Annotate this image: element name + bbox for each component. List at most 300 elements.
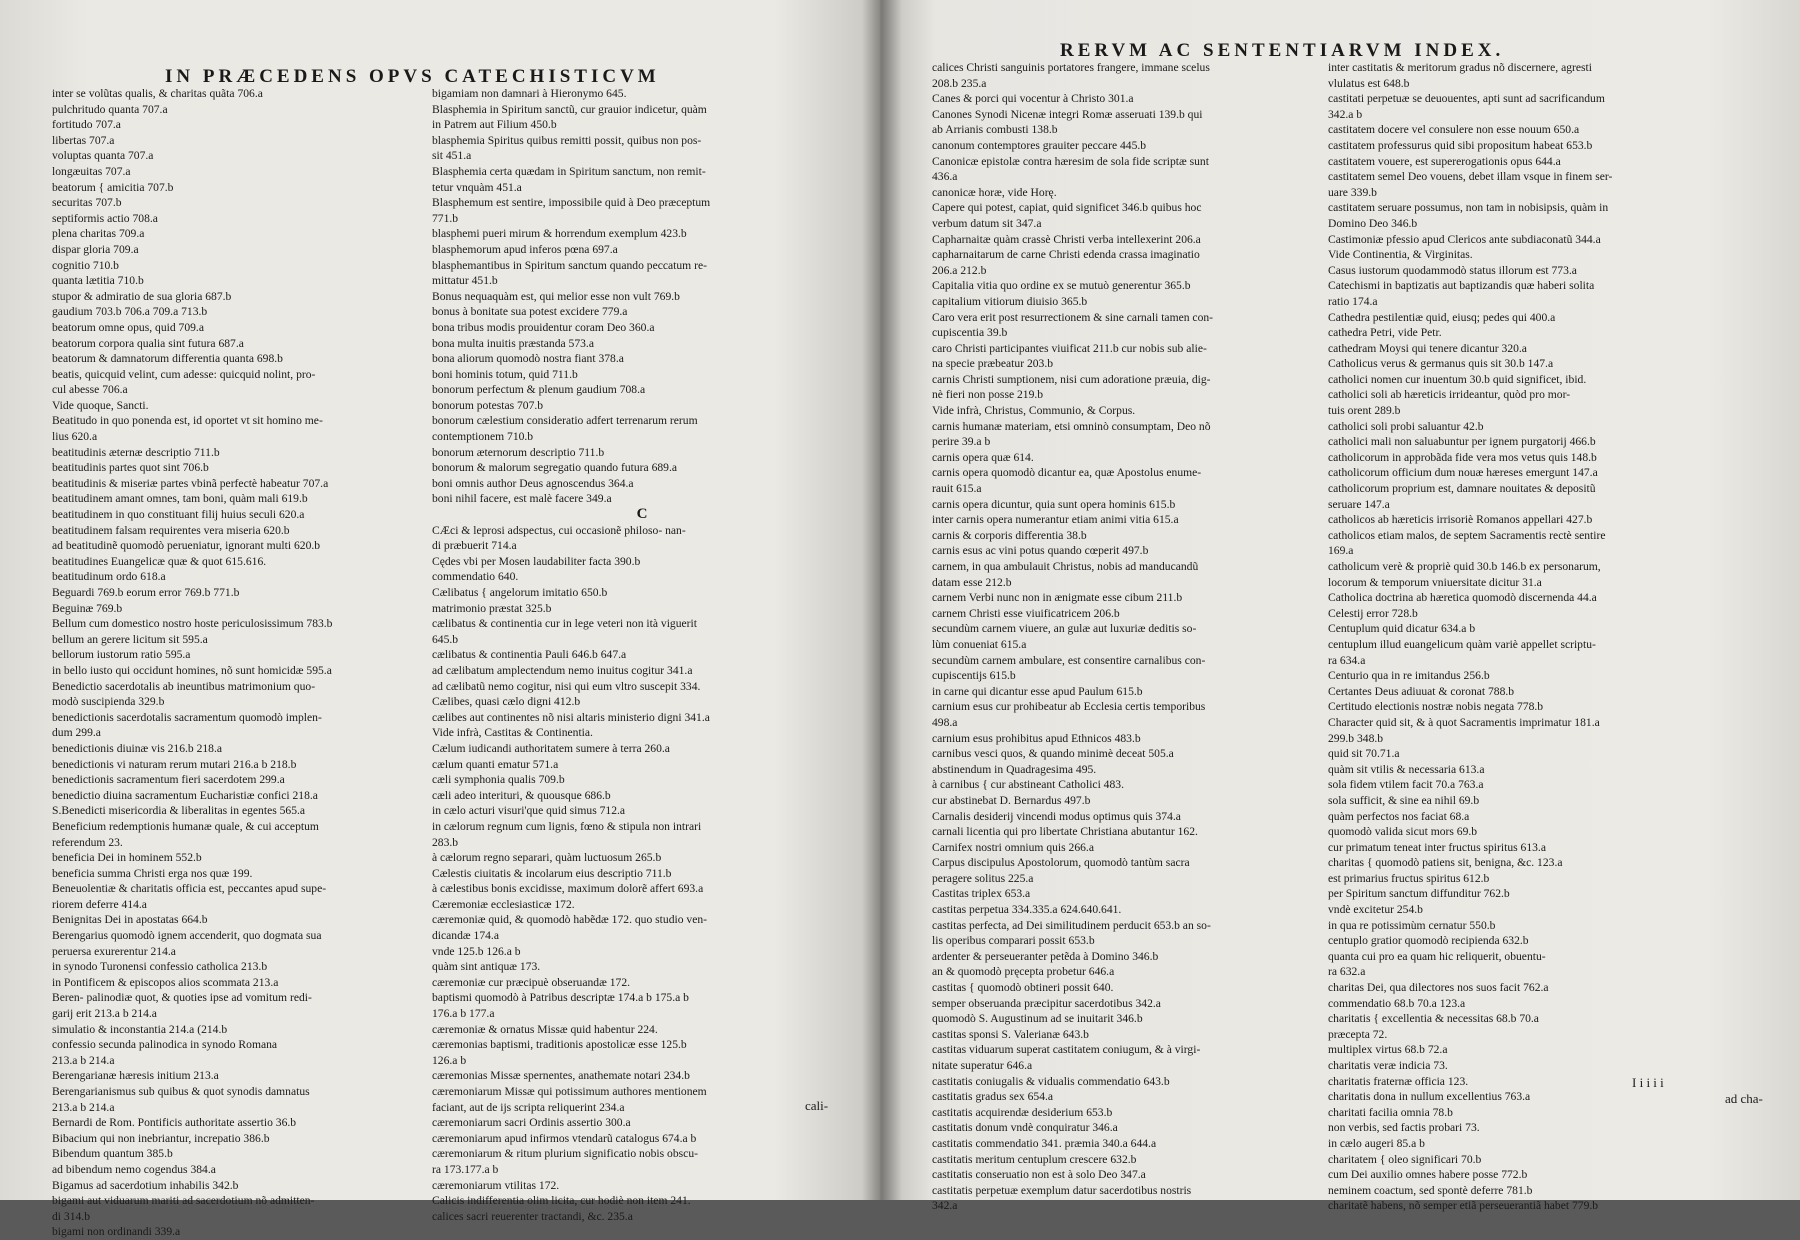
index-entry: ra 634.a [1328,653,1366,667]
index-entry: boni omnis author Deus agnoscendus 364.a [432,476,634,490]
index-entry: bonus à bonitate sua potest excidere 779.a [432,305,628,319]
index-entry: bellorum iustorum ratio 595.a [52,648,191,662]
index-entry: charitatis fraternæ officia 123. [1328,1074,1469,1088]
index-entry: Beguinæ 769.b [52,601,123,615]
index-entry: vndè excitetur 254.b [1328,903,1423,917]
index-entry: Bibacium qui non inebriantur, increpatio 386.b [52,1131,270,1145]
index-entry: à cælorum regno separari, quàm luctuosum 265.b [432,851,662,865]
index-entry: Blasphemia in Spiritum sanctũ, cur grauior indicetur, quàm [432,102,707,116]
index-entry: sola sufficit, & sine ea nihil 69.b [1328,793,1480,807]
index-entry: catholicorum officium dum nouæ hæreses emergunt 147.a [1328,466,1598,480]
index-entry: referendum 23. [52,835,123,849]
index-entry: bona multa inuitis præstanda 573.a [432,336,594,350]
index-entry: bonorum & malorum segregatio quando futura 689.a [432,461,678,475]
index-entry: castitas { quomodò obtineri possit 640. [932,981,1114,995]
index-entry: castitatem seruare possumus, non tam in nobisipsis, quàm in [1328,201,1609,215]
index-entry: an & quomodò pręcepta probetur 646.a [932,965,1115,979]
index-entry: mittatur 451.b [432,274,498,288]
index-entry: lis operibus comparari possit 653.b [932,934,1095,948]
index-entry: ad cælibatũ nemo cogitur, nisi qui eum vltro suscepit 334. [432,679,701,693]
index-entry: carnis esus ac vini potus quando cœperit 497.b [932,544,1149,558]
index-entry: plena charitas 709.a [52,227,145,241]
index-entry: Character quid sit, & à quot Sacramentis imprimatur 181.a [1328,715,1600,729]
index-entry: cæremoniarum & ritum plurium significatio nobis obscu- [432,1147,698,1161]
index-entry: per Spiritum sanctum diffunditur 762.b [1328,887,1510,901]
index-entry: Cælibes, quasi cælo digni 412.b [432,695,581,709]
index-entry: quàm sint antiquæ 173. [432,960,541,974]
index-entry: bona aliorum quomodò nostra fiant 378.a [432,352,624,366]
index-entry: inter castitatis & meritorum gradus nõ discernere, agresti [1328,61,1592,74]
index-entry: 299.b 348.b [1328,731,1384,745]
index-entry: dispar gloria 709.a [52,242,139,256]
index-entry: castitas perfecta, ad Dei similitudinem perducit 653.b an so- [932,918,1211,932]
index-entry: bonorum potestas 707.b [432,398,544,412]
index-entry: carnem Christi esse viuificatricem 206.b [932,606,1120,620]
index-entry: blasphemia Spiritus quibus remitti possit, quibus non pos- [432,133,702,147]
index-entry: quàm sit vtilis & necessaria 613.a [1328,762,1485,776]
index-entry: cæremoniarum vtilitas 172. [432,1178,560,1192]
index-entry: Casus iustorum quodammodò status illorum est 773.a [1328,263,1577,277]
index-entry: non verbis, sed factis probari 73. [1328,1121,1480,1135]
index-entry: 169.a [1328,544,1354,558]
index-entry: cæremonias baptismi, traditionis apostolicæ esse 125.b [432,1038,687,1052]
index-entry: cælibatus & continentia Pauli 646.b 647.a [432,648,627,662]
index-entry: capharnaitarum de carne Christi edenda crassa imaginatio [932,248,1200,262]
index-entry: charitatis veræ indicia 73. [1328,1059,1448,1072]
index-entry: Beguardi 769.b eorum error 769.b 771.b [52,586,240,599]
index-entry: di 314.b [52,1209,91,1223]
index-entry: carnali licentia qui pro libertate Christiana abutantur 162. [932,825,1198,839]
book-gutter [862,0,902,1200]
index-entry: datam esse 212.b [932,575,1012,589]
index-entry: 283.b [432,835,459,849]
index-entry: calices Christi sanguinis portatores frangere, immane scelus [932,61,1210,74]
index-entry: catholicos ab hæreticis irrisoriè Romanos appellari 427.b [1328,513,1593,527]
index-entry: blasphemorum apud inferos pœna 697.a [432,242,618,256]
index-entry: nitate superatur 646.a [932,1059,1033,1072]
index-entry: beatorum { amicitia 707.b [52,180,174,194]
index-entry: tuis orent 289.b [1328,404,1401,418]
index-entry: cæli adeo interituri, & quousque 686.b [432,788,611,802]
index-entry: capitalium vitiorum diuisio 365.b [932,294,1088,308]
index-entry: charitati facilia omnia 78.b [1328,1105,1453,1119]
index-entry: cælibes aut continentes nõ nisi altaris ministerio digni 341.a [432,710,710,724]
index-entry: Bonus nequaquàm est, qui melior esse non vult 769.b [432,289,680,303]
index-entry: cæremonias Missæ spernentes, anathemate notari 234.b [432,1069,690,1083]
index-entry: 206.a 212.b [932,263,987,277]
index-entry: Certitudo electionis nostræ nobis negata 778.b [1328,700,1544,714]
index-entry: Vide Continentia, & Virginitas. [1328,248,1473,262]
index-entry: à carnibus { cur abstineant Catholici 483. [932,778,1124,792]
index-entry: tetur vnquàm 451.a [432,180,522,194]
index-entry: castitatem professurus quid sibi propositum habeat 653.b [1328,138,1593,152]
index-entry: beatorum & damnatorum differentia quanta 698.b [52,352,283,366]
index-entry: in bello iusto qui occidunt homines, nõ sunt homicidæ 595.a [52,663,332,677]
index-entry: caro Christi participantes viuificat 211.b cur nobis sub alie- [932,341,1207,355]
index-entry: Beneuolentiæ & charitatis officia est, peccantes apud supe- [52,882,327,896]
index-entry: Capitalia vitia quo ordine ex se mutuò generentur 365.b [932,279,1191,293]
index-entry: ratio 174.a [1328,294,1378,308]
index-entry: Cæremoniæ ecclesiasticæ 172. [432,897,575,911]
index-entry: catholici mali non saluabuntur per ignem purgatorij 466.b [1328,435,1596,449]
index-entry: 213.a b 214.a [52,1053,115,1067]
index-entry: in cælo acturi visuri'que quid simus 712.a [432,804,626,818]
index-entry: Domino Deo 346.b [1328,216,1418,230]
index-entry: Catholicus verus & germanus quis sit 30.b 147.a [1328,357,1554,371]
index-entry: in synodo Turonensi confessio catholica 213.b [52,960,268,974]
index-entry: Cælum iudicandi authoritatem sumere à terra 260.a [432,741,670,755]
index-entry: cur abstinebat D. Bernardus 497.b [932,793,1091,807]
index-entry: confessio secunda palinodica in synodo Romana [52,1038,278,1052]
index-entry: beatitudinis partes quot sint 706.b [52,461,209,475]
index-entry: semper obseruanda præcipitur sacerdotibus 342.a [932,996,1161,1010]
left-page [0,0,880,1239]
index-entry: inter se volũtas qualis, & charitas quãta 706.a [52,87,263,100]
index-entry: Cælestis ciuitatis & incolarum eius descriptio 711.b [432,866,672,880]
index-entry: canonicæ horæ, vide Horę. [932,185,1057,199]
index-entry: securitas 707.b [52,196,122,210]
index-entry: benedictionis diuinæ vis 216.b 218.a [52,741,223,755]
index-entry: Bigamus ad sacerdotium inhabilis 342.b [52,1178,239,1192]
index-entry: secundùm carnem viuere, an gulæ aut luxuriæ deditis so- [932,622,1197,636]
index-entry: Catechismi in baptizatis aut baptizandis quæ haberi solita [1328,279,1595,293]
index-entry: bellum an gerere licitum sit 595.a [52,632,208,646]
index-entry: canonum contemptores grauiter peccare 445.b [932,138,1147,152]
index-entry: quanta cui pro ea quam hic reliquerit, obuentu- [1328,949,1546,963]
index-entry: neminem coactum, sed spontè deferre 781.b [1328,1183,1533,1197]
index-entry: Benedictio sacerdotalis ab ineuntibus matrimonium quo- [52,679,316,693]
index-entry: quomodò valida sicut mors 69.b [1328,825,1478,839]
index-entry: ad bibendum nemo cogendus 384.a [52,1162,216,1176]
index-entry: beatitudines Euangelicæ quæ & quot 615.616. [52,554,267,568]
index-entry: castitatem semel Deo vouens, debet illam vsque in finem ser- [1328,170,1613,184]
index-entry: Canes & porci qui vocentur à Christo 301.a [932,92,1134,106]
index-entry: lùm conueniat 615.a [932,637,1027,651]
index-entry: Vide infrà, Castitas & Continentia. [432,726,593,740]
left-column-2 [432,86,852,1224]
left-column-1 [52,86,437,1240]
index-entry: beatis, quicquid velint, cum adesse: quicquid nolint, pro- [52,367,316,381]
index-entry: in Patrem aut Filium 450.b [432,118,557,132]
index-entry: 176.a b 177.a [432,1007,495,1021]
index-entry: beneficia Dei in hominem 552.b [52,851,202,865]
index-entry: castitatis acquirendæ desiderium 653.b [932,1105,1113,1119]
index-entry: Beatitudo in quo ponenda est, id oportet vt sit homino me- [52,414,323,428]
index-entry: in qua re potissimùm cernatur 550.b [1328,918,1496,932]
index-entry: cæremoniæ cur præcipuè obseruandæ 172. [432,975,631,989]
index-entry: Benignitas Dei in apostatas 664.b [52,913,208,927]
index-entry: charitatis dona in nullum excellentius 763.a [1328,1090,1531,1104]
index-entry: rauit 615.a [932,482,982,496]
right-catchword: ad cha- [1725,1091,1763,1106]
index-entry: cognitio 710.b [52,258,119,272]
index-entry: seruare 147.a [1328,497,1390,511]
index-entry: carnis Christi sumptionem, nisi cum adoratione præuia, dig- [932,372,1211,386]
index-entry: nè fieri non posse 219.b [932,388,1044,402]
index-entry: Capere qui potest, capiat, quid significet 346.b quibus hoc [932,201,1202,215]
index-entry: calices sacri reuerenter tractandi, &c. 235.a [432,1209,633,1223]
index-entry: catholicum verè & propriè quid 30.b 146.b ex personarum, [1328,560,1601,573]
right-running-head: RERVM AC SENTENTIARVM INDEX. [1060,40,1505,61]
index-entry: cathedra Petri, vide Petr. [1328,326,1442,340]
index-entry: gaudium 703.b 706.a 709.a 713.b [52,305,208,319]
index-entry: in carne qui dicantur esse apud Paulum 615.b [932,684,1143,698]
index-entry: quàm perfectos nos faciat 68.a [1328,809,1470,823]
index-entry: S.Benedicti misericordia & liberalitas in egentes 565.a [52,804,306,818]
index-entry: 436.a [932,170,958,184]
index-entry: Bellum cum domestico nostro hoste periculosissimum 783.b [52,617,333,631]
index-entry: Vide quoque, Sancti. [52,398,149,412]
index-entry: beatitudinum ordo 618.a [52,570,166,584]
index-entry: carnium esus prohibitus apud Ethnicos 483.b [932,731,1141,745]
index-entry: cæremoniarum Missæ qui potissimum authores mentionem [432,1085,707,1098]
index-entry: beatitudinis æternæ descriptio 711.b [52,445,220,459]
index-entry: 126.a b [432,1053,467,1067]
index-entry: carnis opera quæ 614. [932,450,1034,464]
left-catchword: cali- [805,1098,829,1113]
index-entry: CÆci & leprosi adspectus, cui occasionẽ philoso- nan- [432,523,686,537]
index-entry: catholici soli probi saluantur 42.b [1328,419,1484,433]
index-entry: à cælestibus bonis excidisse, maximum dolorẽ affert 693.a [432,882,704,896]
index-entry: castitatis donum vndè conquiratur 346.a [932,1121,1118,1135]
index-entry: locorum & temporum vniuersitate dicitur 31.a [1328,575,1542,589]
index-entry: riorem deferre 414.a [52,897,147,911]
index-entry: carnibus vesci quos, & quando minimè deceat 505.a [932,747,1174,761]
index-entry: castitatis gradus sex 654.a [932,1090,1054,1104]
index-entry: cælibatus & continentia cur in lege veteri non ità viguerit [432,617,697,631]
index-entry: septiformis actio 708.a [52,211,158,225]
index-entry: ra 173.177.a b [432,1162,499,1176]
index-entry: carnem, in qua ambulauit Christus, nobis ad manducandũ [932,560,1199,573]
index-entry: faciant, aut de ijs scripta reliquerint 234.a [432,1100,625,1114]
index-entry: carnis opera dicuntur, quia sunt opera hominis 615.b [932,497,1176,511]
index-entry: carnem Verbi nunc non in ænigmate esse cibum 211.b [932,591,1183,605]
index-entry: Carpus discipulus Apostolorum, quomodò tantùm sacra [932,856,1190,870]
index-entry: in cælo augeri 85.a b [1328,1136,1425,1150]
index-entry: quanta lætitia 710.b [52,274,144,288]
index-entry: Vide infrà, Christus, Communio, & Corpus. [932,404,1136,418]
index-entry: beatitudinem in quo constituant filij huius seculi 620.a [52,508,305,522]
index-entry: sit 451.a [432,149,472,163]
index-entry: castitas sponsi S. Valerianæ 643.b [932,1027,1089,1041]
index-entry: cæremoniæ & ornatus Missæ quid habentur 224. [432,1022,658,1036]
index-entry: Bibendum quantum 385.b [52,1147,173,1161]
index-entry: Celestij error 728.b [1328,606,1418,620]
index-entry: Certantes Deus adiuuat & coronat 788.b [1328,684,1515,698]
index-entry: catholicos etiam malos, de septem Sacramentis rectè sentire [1328,528,1606,542]
index-entry: castitatem docere vel consulere non esse nouum 650.a [1328,123,1580,137]
index-entry: perire 39.a b [932,435,991,449]
index-entry: cæremoniarum sacri Ordinis assertio 300.a [432,1116,631,1130]
index-entry: quid sit 70.71.a [1328,747,1400,761]
index-entry: cæremoniarum apud infirmos vtendarũ catalogus 674.a b [432,1131,697,1145]
index-entry: benedictionis vi naturam rerum mutari 216.a b 218.b [52,757,297,771]
index-entry: boni nihil facere, est malè facere 349.a [432,492,612,506]
index-entry: na specie præbeatur 203.b [932,357,1054,371]
index-entry: centuplo gratior quomodò recipienda 632.b [1328,934,1529,948]
index-entry: Berengarius quomodò ignem accenderit, quo dogmata sua [52,929,322,943]
index-entry: lius 620.a [52,430,98,444]
index-entry: Beneficium redemptionis humanæ quale, & cui acceptum [52,819,319,833]
index-entry: in cælorum regnum cum lignis, fœno & stipula non intrari [432,819,702,833]
index-entry: ardenter & perseueranter petẽda à Domino 346.b [932,949,1159,963]
index-entry: 208.b 235.a [932,76,987,90]
index-entry: Calicis indifferentia olim licita, cur hodiè non item 241. [432,1194,691,1208]
index-entry: charitatem { oleo significari 70.b [1328,1152,1482,1166]
index-entry: beneficia summa Christi erga nos quæ 199. [52,866,253,880]
index-entry: sola fidem vtilem facit 70.a 763.a [1328,778,1484,792]
index-entry: bonorum perfectum & plenum gaudium 708.a [432,383,646,397]
index-entry: beatorum omne opus, quid 709.a [52,320,204,334]
index-entry: centuplum illud euangelicum quàm variè appellet scriptu- [1328,637,1596,651]
index-entry: carnis opera quomodò dicantur ea, quæ Apostolus enume- [932,466,1202,480]
index-entry: ad cælibatum amplectendum nemo inuitus cogitur 341.a [432,663,693,677]
index-entry: carnium esus cur prohibeatur ab Ecclesia certis temporibus [932,700,1206,714]
index-entry: boni hominis totum, quid 711.b [432,367,578,381]
index-entry: bonorum cælestium consideratio adfert terrenarum rerum [432,414,698,428]
index-entry: Cælibatus { angelorum imitatio 650.b [432,586,608,599]
index-entry: catholici nomen cur inuentum 30.b quid significet, ibid. [1328,372,1587,386]
index-entry: Canonicæ epistolæ contra hæresim de sola fide scriptæ sunt [932,154,1209,168]
right-column-2 [1328,60,1788,1214]
index-entry: cupiscentijs 615.b [932,669,1016,683]
index-entry: beatitudinis & miseriæ partes vbinã perfectè habeatur 707.a [52,476,329,490]
index-entry: Blasphemia certa quædam in Spiritum sanctum, non remit- [432,164,706,178]
index-entry: castitatis conseruatio non est à solo Deo 347.a [932,1168,1146,1182]
index-entry: 645.b [432,632,459,646]
index-entry: secundùm carnem ambulare, est consentire carnalibus con- [932,653,1206,667]
index-entry: castitas perpetua 334.335.a 624.640.641. [932,903,1122,917]
index-entry: charitatis { excellentia & necessitas 68.b 70.a [1328,1012,1539,1026]
index-entry: libertas 707.a [52,133,115,147]
index-entry: charitas { quomodò patiens sit, benigna, &c. 123.a [1328,856,1563,870]
index-entry: Castitas triplex 653.a [932,887,1031,901]
index-entry: 771.b [432,211,459,225]
index-entry: quomodò S. Augustinum ad se inuitarit 346.b [932,1012,1143,1026]
index-entry: stupor & admiratio de sua gloria 687.b [52,289,232,303]
index-entry: castitati perpetuæ se deuouentes, apti sunt ad sacrificandum [1328,92,1605,106]
index-entry: Berengarianæ hæresis initium 213.a [52,1069,219,1083]
index-entry: verbum datum sit 347.a [932,216,1042,230]
index-entry: Blasphemum est sentire, impossibile quid à Deo præceptum [432,196,711,210]
index-entry: charitas Dei, qua dilectores nos suos facit 762.a [1328,981,1549,995]
index-entry: castitas viduarum superat castitatem coniugum, & à virgi- [932,1043,1201,1057]
index-entry: Caro vera erit post resurrectionem & sine carnali tamen con- [932,310,1214,324]
index-entry: 498.a [932,715,958,729]
index-entry: pulchritudo quanta 707.a [52,102,168,116]
index-entry: voluptas quanta 707.a [52,149,154,163]
index-entry: commendatio 640. [432,570,519,584]
right-column-1 [932,60,1327,1214]
right-signature: I i i i i [1632,1075,1664,1090]
index-entry: benedictio diuina sacramentum Eucharistiæ confici 218.a [52,788,318,802]
index-entry: Beren- palinodiæ quot, & quoties ipse ad vomitum redi- [52,991,312,1005]
index-entry: garij erit 213.a b 214.a [52,1007,157,1021]
index-entry: di præbuerit 714.a [432,539,517,553]
index-entry: uare 339.b [1328,185,1377,199]
index-entry: cæli symphonia qualis 709.b [432,773,565,787]
index-entry: peragere solitus 225.a [932,871,1034,885]
index-entry: Centurio qua in re imitandus 256.b [1328,669,1490,683]
index-entry: bonorum æternorum descriptio 711.b [432,445,605,459]
index-entry: commendatio 68.b 70.a 123.a [1328,996,1466,1010]
index-entry: longæuitas 707.a [52,164,131,178]
index-entry: fortitudo 707.a [52,118,121,132]
index-entry: Castimoniæ pfessio apud Clericos ante subdiaconatũ 344.a [1328,232,1601,246]
index-entry: cælum quanti ematur 571.a [432,757,559,771]
index-entry: in Pontificem & episcopos alios scommata 213.a [52,975,279,989]
index-entry: Cathedra pestilentiæ quid, eiusq; pedes qui 400.a [1328,310,1556,324]
index-entry: carnis humanæ materiam, etsi omninò consumptam, Deo nõ [932,419,1211,433]
index-entry: castitatis meritum centuplum crescere 632.b [932,1152,1137,1166]
left-running-head: IN PRÆCEDENS OPVS CATECHISTICVM [165,66,660,87]
index-entry: 342.a b [1328,107,1363,121]
index-entry: cul abesse 706.a [52,383,128,397]
index-entry: cæremoniæ quid, & quomodò habẽdæ 172. quo studio ven- [432,913,708,927]
index-entry: ab Arrianis combusti 138.b [932,123,1058,137]
index-entry: cupiscentia 39.b [932,326,1008,340]
index-entry: est primarius fructus spiritus 612.b [1328,871,1490,885]
index-entry: beatorum corpora qualia sint futura 687.a [52,336,244,350]
index-entry: inter carnis opera numerantur etiam animi vitia 615.a [932,513,1179,527]
index-entry: Canones Synodi Nicenæ integri Romæ asseruati 139.b qui [932,107,1203,121]
index-entry: bigamiam non damnari à Hieronymo 645. [432,87,627,100]
index-entry: cathedram Moysi qui tenere dicantur 320.a [1328,341,1527,355]
index-entry: Carnifex nostri omnium quis 266.a [932,840,1094,854]
index-entry: modò suscipienda 329.b [52,695,165,709]
index-entry: beatitudinem falsam requirentes vera miseria 620.b [52,523,290,537]
index-entry: bona tribus modis prouidentur coram Deo 360.a [432,320,655,334]
index-entry: matrimonio præstat 325.b [432,601,552,615]
index-entry: præcepta 72. [1328,1027,1388,1041]
index-entry: castitatis coniugalis & vidualis commendatio 643.b [932,1074,1170,1088]
index-entry: Cędes vbi per Mosen laudabiliter facta 390.b [432,554,641,568]
index-entry: 342.a [932,1199,958,1213]
index-entry: benedictionis sacramentum fieri sacerdotem 299.a [52,773,285,787]
index-entry: Bernardi de Rom. Pontificis authoritate assertio 36.b [52,1116,297,1130]
index-entry: vnde 125.b 126.a b [432,944,521,958]
index-entry: beatitudinem amant omnes, tam boni, quàm mali 619.b [52,492,308,506]
index-entry: multiplex virtus 68.b 72.a [1328,1043,1448,1057]
index-entry: dicandæ 174.a [432,929,499,943]
index-entry: bigami aut viduarum mariti ad sacerdotium nõ admitten- [52,1194,315,1208]
index-entry: blasphemantibus in Spiritum sanctum quando peccatum re- [432,258,707,272]
index-entry: Carnalis desiderij vincendi modus optimus quis 374.a [932,809,1181,823]
index-entry: Capharnaitæ quàm crassè Christi verba intellexerint 206.a [932,232,1201,246]
index-entry: 213.a b 214.a [52,1100,115,1114]
index-entry: ra 632.a [1328,965,1366,979]
index-entry: dum 299.a [52,726,101,740]
index-entry: castitatem vouere, est supererogationis opus 644.a [1328,154,1561,168]
index-entry: blasphemi pueri mirum & horrendum exemplum 423.b [432,227,687,241]
index-entry: ad beatitudinẽ quomodò perueniatur, ignorant multi 620.b [52,539,321,553]
index-entry: contemptionem 710.b [432,430,534,444]
index-entry: Centuplum quid dicatur 634.a b [1328,622,1476,636]
index-entry: catholicorum proprium est, damnare nouitates & depositũ [1328,482,1596,496]
index-entry: catholici soli ab hæreticis irrideantur, quòd pro mor- [1328,388,1571,402]
right-page [880,0,1800,1213]
index-entry: Berengarianismus sub quibus & quot synodis damnatus [52,1085,310,1098]
index-entry: cum Dei auxilio omnes habere posse 772.b [1328,1168,1528,1182]
index-entry: Catholica doctrina ab hæretica quomodò discernenda 44.a [1328,591,1597,605]
index-entry: castitatis perpetuæ exemplum datur sacerdotibus nostris [932,1183,1192,1197]
index-entry: peruersa exurerentur 214.a [52,944,176,958]
index-entry: vlulatus est 648.b [1328,76,1410,90]
index-entry: carnis & corporis differentia 38.b [932,528,1087,542]
index-entry: bigami non ordinandi 339.a [52,1225,181,1239]
index-entry: cur primatum teneat inter fructus spiritus 613.a [1328,840,1546,854]
index-entry: benedictionis sacerdotalis sacramentum quomodò implen- [52,710,322,724]
